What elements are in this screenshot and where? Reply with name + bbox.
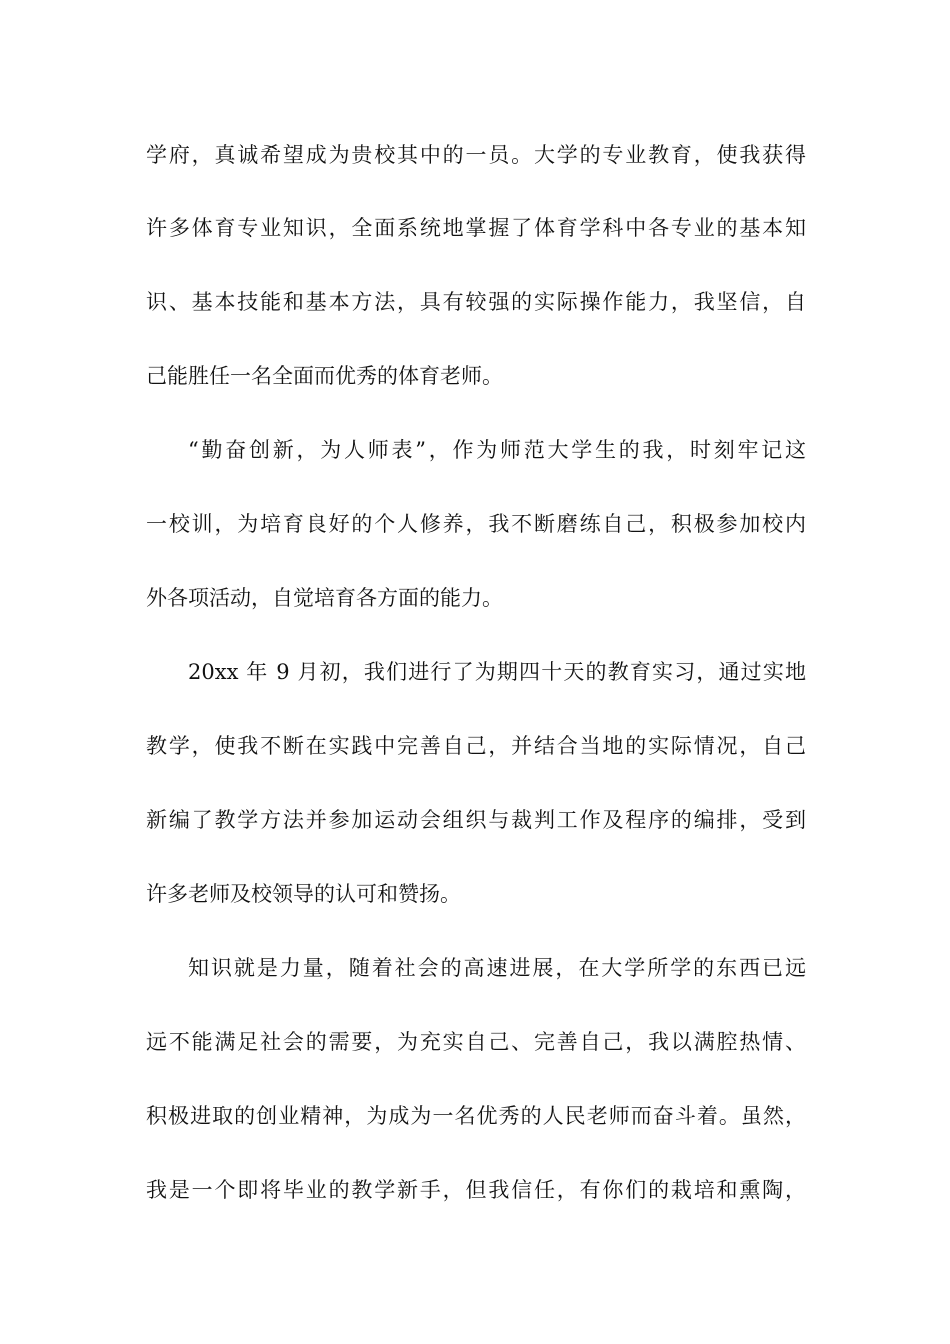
text-line: 识、基本技能和基本方法，具有较强的实际操作能力，我坚信，自 (146, 290, 806, 314)
text-line: 新编了教学方法并参加运动会组织与裁判工作及程序的编排，受到 (146, 808, 806, 832)
text-line: 远不能满足社会的需要，为充实自己、完善自己，我以满腔热情、 (146, 1030, 806, 1054)
text-line: 教学，使我不断在实践中完善自己，并结合当地的实际情况，自己 (146, 734, 806, 758)
text-line: 许多体育专业知识，全面系统地掌握了体育学科中各专业的基本知 (146, 216, 806, 240)
text-line: “勤奋创新，为人师表”，作为师范大学生的我，时刻牢记这 (188, 438, 806, 462)
text-line: 积极进取的创业精神，为成为一名优秀的人民老师而奋斗着。虽然， (146, 1104, 806, 1128)
text-line: 许多老师及校领导的认可和赞扬。 (146, 882, 461, 906)
text-line: 20xx 年 9 月初，我们进行了为期四十天的教育实习，通过实地 (188, 660, 806, 684)
text-line: 外各项活动，自觉培育各方面的能力。 (146, 586, 503, 610)
text-line: 一校训，为培育良好的个人修养，我不断磨练自己，积极参加校内 (146, 512, 806, 536)
text-line: 知识就是力量，随着社会的高速进展，在大学所学的东西已远 (188, 956, 806, 980)
text-line: 己能胜任一名全面而优秀的体育老师。 (146, 364, 503, 388)
text-line: 我是一个即将毕业的教学新手，但我信任，有你们的栽培和熏陶， (146, 1178, 806, 1202)
text-line: 学府，真诚希望成为贵校其中的一员。大学的专业教育，使我获得 (146, 143, 806, 167)
